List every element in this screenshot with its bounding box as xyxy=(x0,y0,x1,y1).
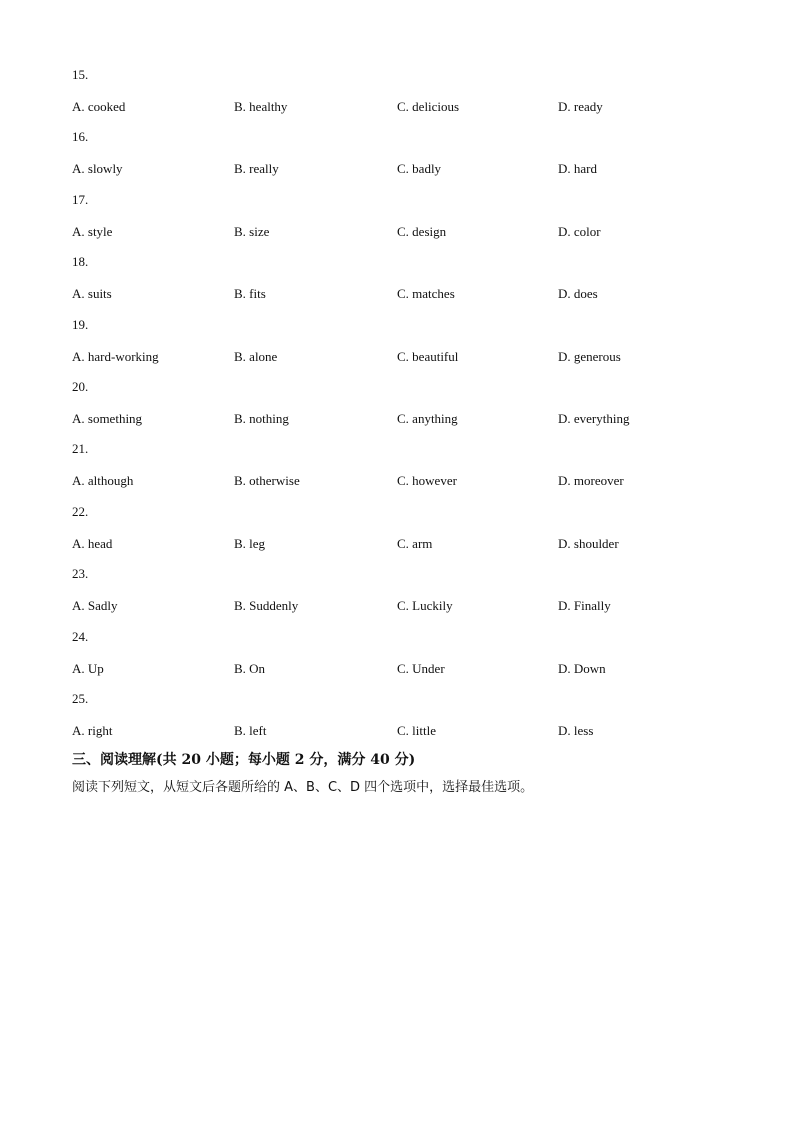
option-a: A. Sadly xyxy=(72,598,118,614)
option-d: D. everything xyxy=(558,410,630,426)
option-d: D. color xyxy=(558,223,601,239)
option-c: C. delicious xyxy=(397,99,460,114)
option-a: A. Up xyxy=(72,660,104,676)
option-row xyxy=(72,597,732,615)
option-c: C. however xyxy=(397,473,457,489)
question-18 xyxy=(72,253,732,315)
option-a: A. although xyxy=(72,473,134,489)
option-a: A. suits xyxy=(72,286,112,302)
option-row xyxy=(72,535,732,553)
option-b: B. healthy xyxy=(234,99,288,114)
question-number: 18. xyxy=(72,254,89,270)
option-a: A. hard-working xyxy=(72,348,159,364)
option-d: D. moreover xyxy=(558,473,624,489)
option-row xyxy=(72,160,732,178)
question-15 xyxy=(72,66,732,128)
question-19 xyxy=(72,316,732,378)
option-b: B. otherwise xyxy=(234,473,300,489)
option-c: C. Under xyxy=(397,660,445,676)
option-a: A. something xyxy=(72,410,143,426)
section-heading: 三、阅读理解(共 20 小题；每小题 2 分，满分 40 分) xyxy=(72,752,416,768)
question-number: 15. xyxy=(72,67,89,82)
question-number: 24. xyxy=(72,628,89,644)
question-number: 22. xyxy=(72,503,89,519)
question-number: 25. xyxy=(72,690,89,706)
option-b: B. leg xyxy=(234,535,266,551)
option-b: B. Suddenly xyxy=(234,598,299,614)
question-20 xyxy=(72,378,732,440)
option-c: C. matches xyxy=(397,286,455,302)
option-row xyxy=(72,98,732,116)
question-number: 16. xyxy=(72,129,89,145)
option-b: B. fits xyxy=(234,286,266,302)
option-d: D. less xyxy=(558,722,594,738)
option-row xyxy=(72,348,732,366)
question-number: 21. xyxy=(72,441,89,457)
option-d: D. shoulder xyxy=(558,535,619,551)
question-25 xyxy=(72,690,732,752)
question-17 xyxy=(72,191,732,253)
question-number: 17. xyxy=(72,191,89,207)
option-a: A. slowly xyxy=(72,161,123,177)
option-c: C. anything xyxy=(397,410,458,426)
option-d: D. Down xyxy=(558,660,606,676)
option-d: D. does xyxy=(558,286,598,302)
option-b: B. alone xyxy=(234,348,278,364)
option-row xyxy=(72,223,732,241)
option-d: D. Finally xyxy=(558,598,611,614)
question-23 xyxy=(72,565,732,627)
option-row xyxy=(72,660,732,678)
option-row xyxy=(72,410,732,428)
option-b: B. left xyxy=(234,722,267,738)
option-c: C. badly xyxy=(397,161,442,177)
option-a: A. style xyxy=(72,223,113,239)
option-d: D. generous xyxy=(558,348,621,364)
option-c: C. design xyxy=(397,223,447,239)
question-24 xyxy=(72,628,732,690)
section-instruction: 阅读下列短文，从短文后各题所给的 A、B、C、D 四个选项中，选择最佳选项。 xyxy=(72,780,534,795)
question-number: 19. xyxy=(72,316,89,332)
option-d: D. hard xyxy=(558,161,597,177)
option-row xyxy=(72,472,732,490)
option-a: A. cooked xyxy=(72,99,126,114)
option-row xyxy=(72,285,732,303)
option-c: C. arm xyxy=(397,535,433,551)
question-16 xyxy=(72,128,732,190)
option-c: C. little xyxy=(397,722,436,738)
question-22 xyxy=(72,503,732,565)
option-row xyxy=(72,722,732,740)
option-d: D. ready xyxy=(558,99,603,114)
option-b: B. really xyxy=(234,161,279,177)
question-21 xyxy=(72,440,732,502)
cloze-question-list xyxy=(72,66,732,752)
option-b: B. size xyxy=(234,223,270,239)
question-number: 20. xyxy=(72,378,89,394)
option-b: B. nothing xyxy=(234,410,289,426)
option-a: A. head xyxy=(72,535,113,551)
option-b: B. On xyxy=(234,660,266,676)
option-c: C. Luckily xyxy=(397,598,453,614)
question-number: 23. xyxy=(72,566,89,582)
option-c: C. beautiful xyxy=(397,348,459,364)
option-a: A. right xyxy=(72,722,113,738)
